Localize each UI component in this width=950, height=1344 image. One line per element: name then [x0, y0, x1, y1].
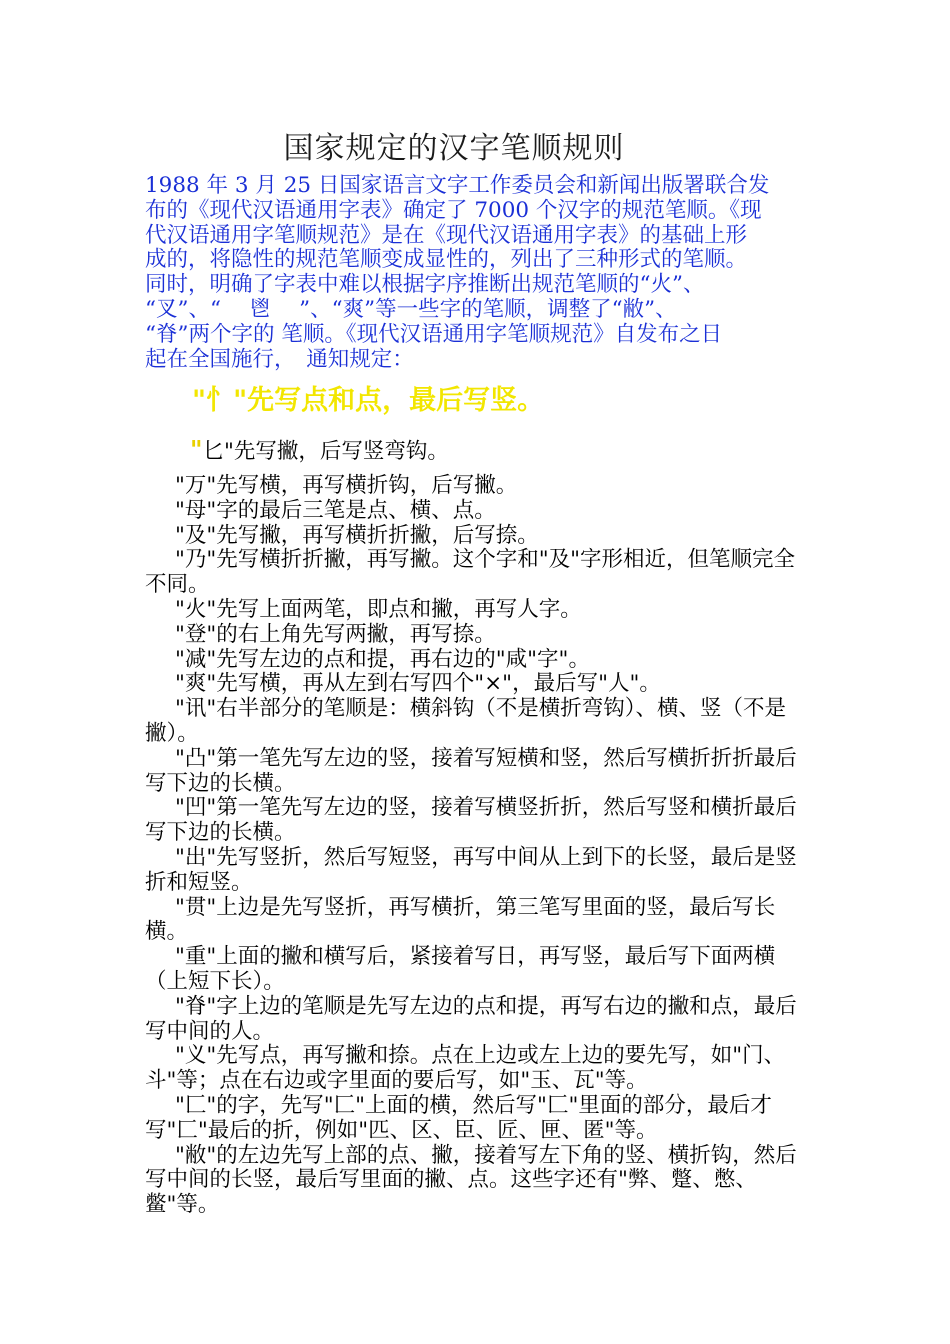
rule-item: "万"先写横，再写横折钩，后写撇。 — [175, 473, 518, 498]
rule-item — [190, 436, 449, 466]
intro-line: 1988 年 3 月 25 日国家语言文字工作委员会和新闻出版署联合发 — [145, 173, 770, 198]
rule-item: "凹"第一笔先写左边的竖，接着写横竖折折，然后写竖和横折最后写下边的长横。 — [145, 795, 797, 846]
rule-item: "重"上面的撇和横写后，紧接着写日，再写竖，最后写下面两横（上短下长）。 — [145, 944, 776, 994]
rule-item: "火"先写上面两笔，即点和撇，再写人字。 — [175, 596, 582, 622]
rule-item: "母"字的最后三笔是点、横、点。 — [175, 497, 496, 523]
rule-item: "讯"右半部分的笔顺是：横斜钩（不是横折弯钩）、横、竖（不是撇）。 — [145, 696, 787, 746]
rule-item: "登"的右上角先写两撇，再写捺。 — [175, 621, 496, 647]
intro-line: “脊”两个字的 笔顺。《现代汉语通用字笔顺规范》自发布之日 — [145, 321, 723, 347]
rules-list — [145, 474, 815, 1218]
rule-item: "脊"字上边的笔顺是先写左边的点和提，再写右边的撇和点，最后写中间的人。 — [145, 993, 797, 1044]
intro-line: 起在全国施行， 通知规定： — [145, 346, 414, 372]
rule-item: "乃"先写横折折撇，再写撇。这个字和"及"字形相近，但笔顺完全不同。 — [145, 547, 796, 598]
rule-item: "爽"先写横，再从左到右写四个"×"，最后写"人"。 — [175, 671, 661, 697]
intro-line: 布的《现代汉语通用字表》确定了 7000 个汉字的规范笔顺。《现 — [145, 197, 762, 223]
rule-item: "匚"的字，先写"匚"上面的横，然后写"匚"里面的部分，最后才写"匚"最后的折，例如"匹、区、臣、匠、匣、匿"等。 — [145, 1092, 772, 1143]
rule-item: "及"先写撇，再写横折折撇，后写捺。 — [175, 522, 539, 548]
intro-line: 代汉语通用字笔顺规范》是在《现代汉语通用字表》的基础上形 — [145, 222, 748, 248]
quote-mark: " — [190, 435, 203, 464]
rule-item: "贯"上边是先写竖折，再写横折，第三笔写里面的竖，最后写长横。 — [145, 894, 776, 945]
rule-item: "减"先写左边的点和提，再右边的"咸"字"。 — [175, 646, 590, 672]
rule-text: 匕"先写撇，后写竖弯钩。 — [202, 439, 449, 464]
page-title: 国家规定的汉字笔顺规则 — [283, 131, 625, 166]
intro-line: 成的，将隐性的规范笔顺变成显性的，列出了三种形式的笔顺。 — [145, 247, 748, 273]
highlighted-rule-heading: "忄"先写点和点，最后写竖。 — [192, 385, 545, 416]
rule-item: "出"先写竖折，然后写短竖，再写中间从上到下的长竖，最后是竖折和短竖。 — [145, 844, 797, 895]
intro-line: “叉”、“ 鬯 ”、“爽”等一些字的笔顺，调整了“敝”、 — [145, 296, 677, 322]
rule-item: "敝"的左边先写上部的点、撇，接着写左下角的竖、横折钩，然后写中间的长竖，最后写里面的撇、点。这些字还有"弊、蹩、憋、鳖"等。 — [145, 1142, 797, 1218]
rule-item: "义"先写点，再写撇和捺。点在上边或左上边的要先写，如"门、斗"等；点在右边或字里面的要后写，如"玉、瓦"等。 — [145, 1043, 786, 1094]
intro-paragraph — [145, 174, 810, 372]
rule-item: "凸"第一笔先写左边的竖，接着写短横和竖，然后写横折折折最后写下边的长横。 — [145, 745, 797, 796]
intro-line: 同时，明确了字表中难以根据字序推断出规范笔顺的“火”、 — [145, 272, 705, 298]
